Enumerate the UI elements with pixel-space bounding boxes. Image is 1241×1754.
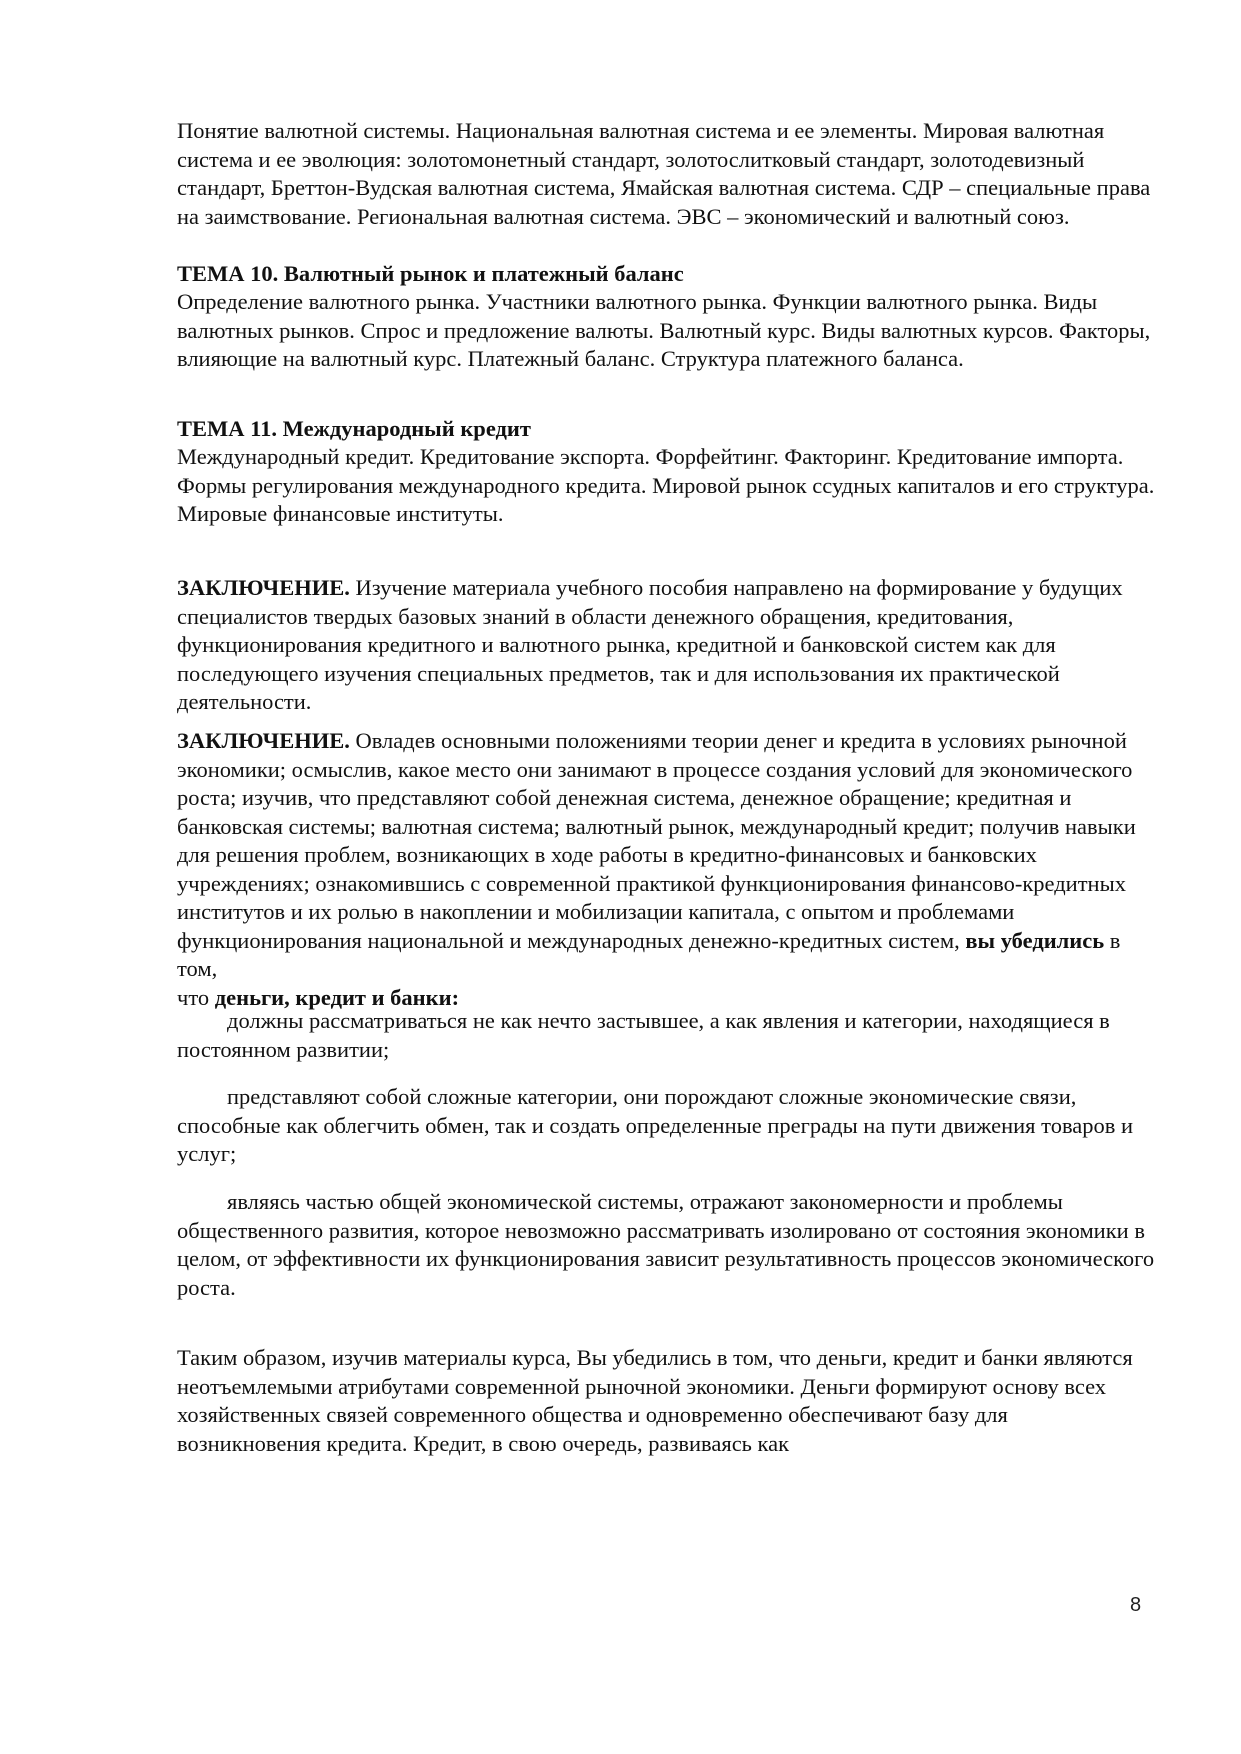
conclusion-2-tail: в том,: [177, 927, 1121, 981]
conclusion-2-bold-phrase: вы убедились: [965, 927, 1105, 953]
topic-10-body: Определение валютного рынка. Участники валютного рынка. Функции валютного рынка. Виды валютных рынков. Спрос и предложение валюты. Валютный курс. Виды валютных курсов. Факторы, влияющие на валютный курс. Платежный баланс. Структура платежного баланса.: [177, 289, 1151, 371]
list-paragraph-3: являясь частью общей экономической системы, отражают закономерности и проблемы общественного развития, которое невозможно рассматривать изолировано от состояния экономики в целом, от эффективности их функционирования зависит результативность процессов экономического роста.: [177, 1189, 1155, 1300]
final-paragraph: Таким образом, изучив материалы курса, Вы убедились в том, что деньги, кредит и банки являются неотъемлемыми атрибутами современной рыночной экономики. Деньги формируют основу всех хозяйственных связей современного общества и одновременно обеспечивают базу для возникновения кредита. Кредит, в свою очередь, развиваясь как: [177, 1345, 1133, 1456]
topic-10-heading: ТЕМА 10. Валютный рынок и платежный баланс: [177, 261, 684, 286]
page-number: 8: [1130, 1594, 1142, 1616]
topic-11-heading: ТЕМА 11. Международный кредит: [177, 416, 531, 441]
conclusion-2-label: ЗАКЛЮЧЕНИЕ.: [177, 728, 350, 753]
conclusion-2-subjects: деньги, кредит и банки:: [214, 984, 460, 1010]
conclusion-2-that: что: [177, 984, 215, 1010]
list-paragraph-2: представляют собой сложные категории, они порождают сложные экономические связи, способные как облегчить обмен, так и создать определенные преграды на пути движения товаров и услуг;: [177, 1084, 1134, 1166]
conclusion-1-label: ЗАКЛЮЧЕНИЕ.: [177, 575, 350, 600]
conclusion-1-body: Изучение материала учебного пособия направлено на формирование у будущих специалистов твердых базовых знаний в области денежного обращения, кредитования, функционирования кредитного и валютного рынка, кредитной и банковской систем как для последующего изучения специальных предметов, так и для использования их практической деятельности.: [177, 575, 1123, 714]
conclusion-paragraph-1: [177, 574, 1157, 717]
conclusion-paragraph-2: [177, 727, 1157, 1012]
list-paragraph-1: должны рассматриваться не как нечто застывшее, а как явления и категории, находящиеся в постоянном развитии;: [177, 1008, 1110, 1062]
conclusion-2-body: Овладев основными положениями теории денег и кредита в условиях рыночной экономики; осмыслив, какое место они занимают в процессе создания условий для экономического роста; изучив, что представляют собой денежная система, денежное обращение; кредитная и банковская системы; валютная система; валютный рынок, международный кредит; получив навыки для решения проблем, возникающих в ходе работы в кредитно-финансовых и банковских учреждениях; ознакомившись с современной практикой функционирования финансово-кредитных институтов и их ролью в накоплении и мобилизации капитала, с опытом и проблемами функционирования национальной и международных денежно-кредитных систем,: [177, 728, 1136, 953]
intro-paragraph: Понятие валютной системы. Национальная валютная система и ее элементы. Мировая валютная система и ее эволюция: золотомонетный стандарт, золотослитковый стандарт, золотодевизный стандарт, Бреттон-Вудская валютная система, Ямайская валютная система. СДР – специальные права на заимствование. Региональная валютная система. ЭВС – экономический и валютный союз.: [177, 118, 1151, 229]
topic-11-body: Международный кредит. Кредитование экспорта. Форфейтинг. Факторинг. Кредитование импорта. Формы регулирования международного кредита. Мировой рынок ссудных капиталов и его структура. Мировые финансовые институты.: [177, 444, 1155, 526]
